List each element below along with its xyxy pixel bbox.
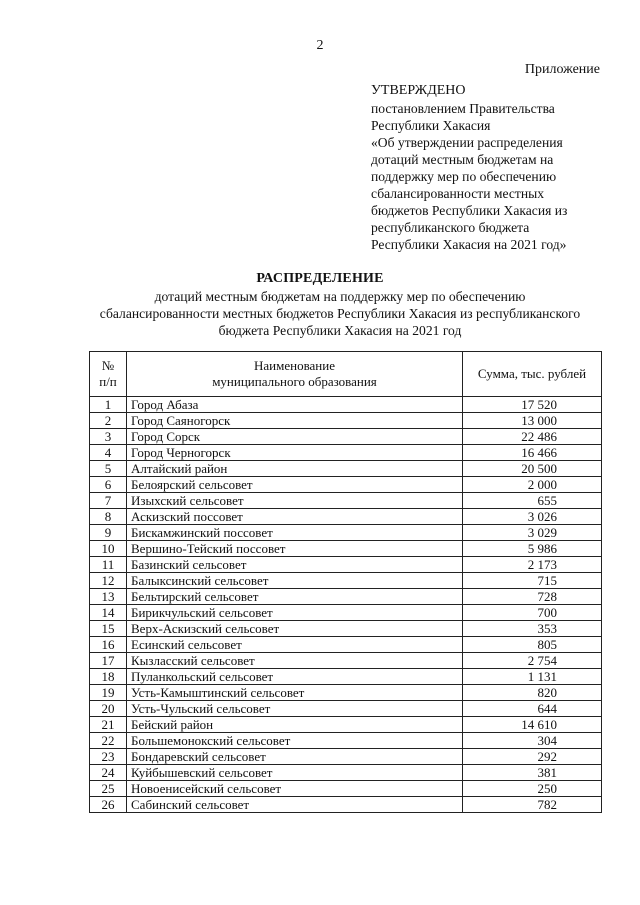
table-row — [90, 397, 602, 413]
header-name-line2: муниципального образования — [212, 374, 377, 389]
row-sum: 2 000 — [463, 477, 602, 493]
row-sum: 304 — [463, 733, 602, 749]
row-sum: 13 000 — [463, 413, 602, 429]
row-name: Город Сорск — [127, 429, 463, 445]
row-number: 8 — [90, 509, 127, 525]
approval-line: поддержку мер по обеспечению — [371, 169, 557, 184]
header-number — [90, 352, 127, 397]
row-number: 16 — [90, 637, 127, 653]
row-number: 21 — [90, 717, 127, 733]
row-sum: 3 026 — [463, 509, 602, 525]
row-sum: 5 986 — [463, 541, 602, 557]
row-name: Есинский сельсовет — [127, 637, 463, 653]
row-sum: 22 486 — [463, 429, 602, 445]
row-number: 26 — [90, 797, 127, 813]
row-number: 19 — [90, 685, 127, 701]
row-number: 2 — [90, 413, 127, 429]
row-name: Вершино-Тейский поссовет — [127, 541, 463, 557]
row-name: Сабинский сельсовет — [127, 797, 463, 813]
row-number: 18 — [90, 669, 127, 685]
row-number: 24 — [90, 765, 127, 781]
row-name: Новоенисейский сельсовет — [127, 781, 463, 797]
row-number: 9 — [90, 525, 127, 541]
row-number: 11 — [90, 557, 127, 573]
row-name: Бейский район — [127, 717, 463, 733]
approval-line: «Об утверждении распределения — [371, 135, 563, 150]
row-name: Аскизский поссовет — [127, 509, 463, 525]
approval-line: сбалансированности местных — [371, 186, 545, 201]
row-number: 12 — [90, 573, 127, 589]
table-row — [90, 525, 602, 541]
row-sum: 700 — [463, 605, 602, 621]
approval-block — [371, 82, 621, 253]
row-name: Бискамжинский поссовет — [127, 525, 463, 541]
approval-line: республиканского бюджета — [371, 220, 530, 235]
page-number: 2 — [316, 38, 324, 53]
row-sum: 2 754 — [463, 653, 602, 669]
row-number: 1 — [90, 397, 127, 413]
row-name: Изыхский сельсовет — [127, 493, 463, 509]
row-number: 14 — [90, 605, 127, 621]
table-row — [90, 653, 602, 669]
subtitle-line: дотаций местным бюджетам на поддержку мер по обеспечению — [154, 289, 526, 304]
row-name: Балыксинский сельсовет — [127, 573, 463, 589]
table-row — [90, 717, 602, 733]
row-name: Кызласский сельсовет — [127, 653, 463, 669]
row-number: 25 — [90, 781, 127, 797]
row-name: Базинский сельсовет — [127, 557, 463, 573]
table-row — [90, 669, 602, 685]
header-name — [127, 352, 463, 397]
row-name: Белоярский сельсовет — [127, 477, 463, 493]
approval-line: постановлением Правительства — [371, 101, 555, 116]
subtitle-line: сбалансированности местных бюджетов Республики Хакасия из республиканского — [99, 306, 581, 321]
row-sum: 20 500 — [463, 461, 602, 477]
row-sum: 820 — [463, 685, 602, 701]
table-row — [90, 797, 602, 813]
distribution-table — [89, 351, 602, 813]
row-number: 20 — [90, 701, 127, 717]
row-sum: 14 610 — [463, 717, 602, 733]
appendix-label: Приложение — [524, 62, 600, 77]
row-number: 6 — [90, 477, 127, 493]
row-name: Бирикчульский сельсовет — [127, 605, 463, 621]
table-row — [90, 541, 602, 557]
row-sum: 292 — [463, 749, 602, 765]
row-number: 7 — [90, 493, 127, 509]
header-name-line1: Наименование — [254, 358, 335, 373]
row-name: Алтайский район — [127, 461, 463, 477]
row-sum: 655 — [463, 493, 602, 509]
approval-line: Республики Хакасия — [371, 118, 491, 133]
row-sum: 353 — [463, 621, 602, 637]
table-row — [90, 621, 602, 637]
table-row — [90, 445, 602, 461]
table-row — [90, 573, 602, 589]
header-number-line2: п/п — [99, 374, 117, 389]
row-sum: 2 173 — [463, 557, 602, 573]
row-name: Куйбышевский сельсовет — [127, 765, 463, 781]
row-name: Пуланкольский сельсовет — [127, 669, 463, 685]
table-row — [90, 685, 602, 701]
row-sum: 715 — [463, 573, 602, 589]
row-name: Бельтирский сельсовет — [127, 589, 463, 605]
row-name: Усть-Чульский сельсовет — [127, 701, 463, 717]
document-subtitle — [40, 288, 640, 339]
table-row — [90, 605, 602, 621]
row-sum: 805 — [463, 637, 602, 653]
row-number: 4 — [90, 445, 127, 461]
table-row — [90, 749, 602, 765]
approval-heading: УТВЕРЖДЕНО — [371, 83, 466, 98]
header-number-line1: № — [101, 358, 115, 373]
row-name: Город Черногорск — [127, 445, 463, 461]
approval-line: Республики Хакасия на 2021 год» — [371, 237, 567, 252]
table-row — [90, 557, 602, 573]
row-sum: 16 466 — [463, 445, 602, 461]
table-row — [90, 589, 602, 605]
row-sum: 250 — [463, 781, 602, 797]
table-row — [90, 765, 602, 781]
row-number: 22 — [90, 733, 127, 749]
subtitle-line: бюджета Республики Хакасия на 2021 год — [218, 323, 462, 338]
row-number: 23 — [90, 749, 127, 765]
row-sum: 381 — [463, 765, 602, 781]
table-body — [90, 397, 602, 813]
row-number: 5 — [90, 461, 127, 477]
row-number: 10 — [90, 541, 127, 557]
document-title: РАСПРЕДЕЛЕНИЕ — [256, 271, 384, 286]
approval-line: бюджетов Республики Хакасия из — [371, 203, 568, 218]
row-sum: 644 — [463, 701, 602, 717]
header-sum: Сумма, тыс. рублей — [463, 352, 602, 397]
row-sum: 782 — [463, 797, 602, 813]
row-number: 3 — [90, 429, 127, 445]
table-row — [90, 461, 602, 477]
row-sum: 1 131 — [463, 669, 602, 685]
table-header-row — [90, 352, 602, 397]
row-sum: 728 — [463, 589, 602, 605]
table-row — [90, 781, 602, 797]
row-name: Город Саяногорск — [127, 413, 463, 429]
row-number: 13 — [90, 589, 127, 605]
table-row — [90, 413, 602, 429]
table-row — [90, 477, 602, 493]
row-sum: 3 029 — [463, 525, 602, 541]
table-row — [90, 701, 602, 717]
table-row — [90, 509, 602, 525]
row-name: Бондаревский сельсовет — [127, 749, 463, 765]
row-name: Большемонокский сельсовет — [127, 733, 463, 749]
row-name: Город Абаза — [127, 397, 463, 413]
row-sum: 17 520 — [463, 397, 602, 413]
row-number: 17 — [90, 653, 127, 669]
row-name: Верх-Аскизский сельсовет — [127, 621, 463, 637]
approval-line: дотаций местным бюджетам на — [371, 152, 554, 167]
row-name: Усть-Камыштинский сельсовет — [127, 685, 463, 701]
table-row — [90, 637, 602, 653]
table-row — [90, 429, 602, 445]
table-row — [90, 493, 602, 509]
row-number: 15 — [90, 621, 127, 637]
table-row — [90, 733, 602, 749]
